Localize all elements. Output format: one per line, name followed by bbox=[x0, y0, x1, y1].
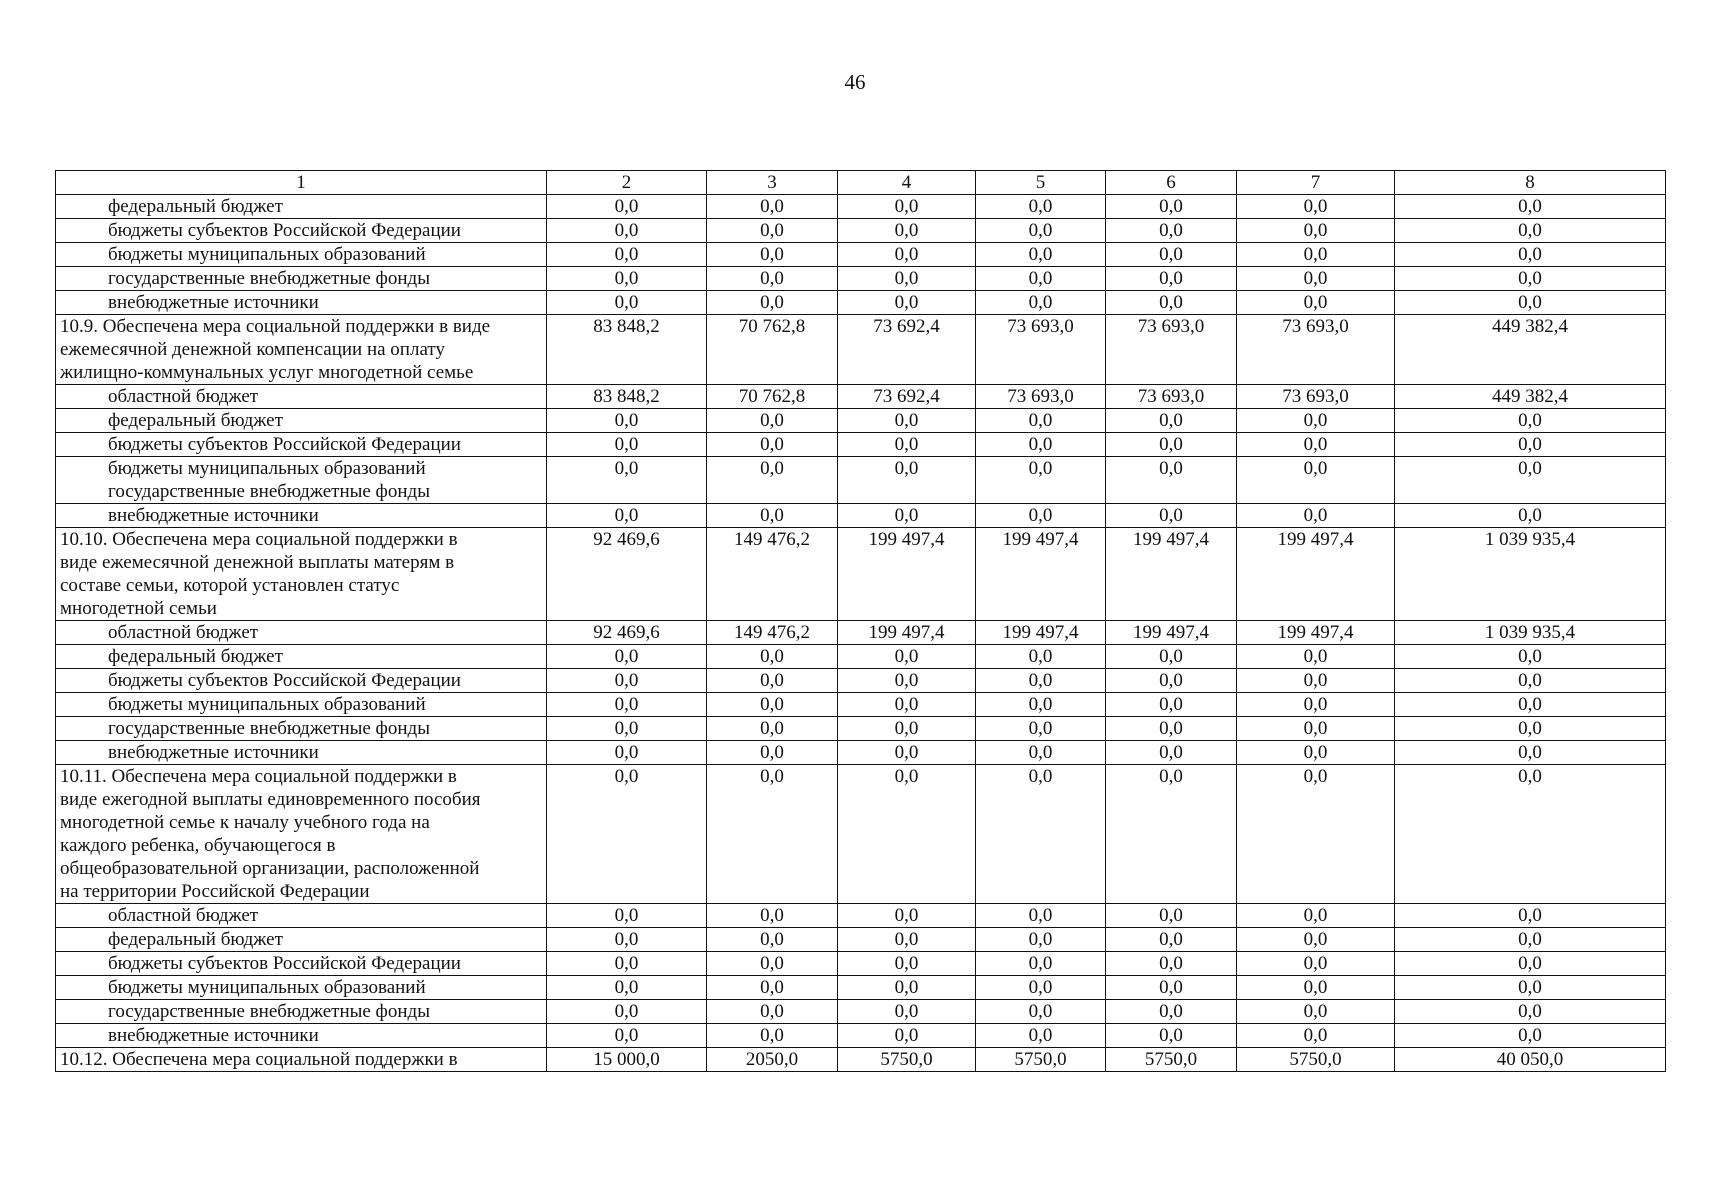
value-cell-col-7: 0,0 bbox=[1237, 669, 1395, 693]
value-cell-col-8: 0,0 bbox=[1395, 409, 1666, 433]
row-label bbox=[56, 291, 547, 315]
row-label-line: многодетной семьи bbox=[60, 598, 217, 619]
header-cell-1: 1 bbox=[56, 171, 547, 195]
value-cell-col-5: 0,0 bbox=[976, 219, 1106, 243]
value-cell-col-7: 0,0 bbox=[1237, 645, 1395, 669]
value-cell-col-6: 0,0 bbox=[1106, 952, 1237, 976]
value-cell-col-8: 0,0 bbox=[1395, 645, 1666, 669]
row-label-line: внебюджетные источники bbox=[108, 505, 319, 526]
row-label bbox=[56, 195, 547, 219]
value-cell-col-4: 73 692,4 bbox=[838, 385, 976, 409]
value-cell-col-3: 0,0 bbox=[707, 976, 838, 1000]
value-cell-col-2: 0,0 bbox=[547, 195, 707, 219]
table-row-measure bbox=[56, 528, 1666, 621]
value-cell-col-2: 0,0 bbox=[547, 267, 707, 291]
table-row-source bbox=[56, 385, 1666, 409]
header-cell-6: 6 bbox=[1106, 171, 1237, 195]
row-label bbox=[56, 621, 547, 645]
value-cell-col-4: 0,0 bbox=[838, 195, 976, 219]
value-cell-col-2: 0,0 bbox=[547, 243, 707, 267]
value-cell-col-3: 0,0 bbox=[707, 267, 838, 291]
value-cell-col-6: 0,0 bbox=[1106, 457, 1237, 504]
header-cell-7: 7 bbox=[1237, 171, 1395, 195]
value-cell-col-4: 0,0 bbox=[838, 669, 976, 693]
value-cell-col-5: 0,0 bbox=[976, 433, 1106, 457]
value-cell-col-2: 0,0 bbox=[547, 1024, 707, 1048]
row-label-line: бюджеты муниципальных образований bbox=[108, 977, 426, 998]
value-cell-col-3: 149 476,2 bbox=[707, 621, 838, 645]
value-cell-col-4: 0,0 bbox=[838, 928, 976, 952]
value-cell-col-2: 0,0 bbox=[547, 717, 707, 741]
value-cell-col-3: 0,0 bbox=[707, 717, 838, 741]
header-cell-5: 5 bbox=[976, 171, 1106, 195]
row-label-line: 10.9. Обеспечена мера социальной поддержки в виде bbox=[60, 316, 491, 337]
row-label bbox=[56, 219, 547, 243]
value-cell-col-5: 0,0 bbox=[976, 904, 1106, 928]
header-cell-2: 2 bbox=[547, 171, 707, 195]
row-label bbox=[56, 1048, 547, 1072]
value-cell-col-5: 0,0 bbox=[976, 976, 1106, 1000]
value-cell-col-7: 73 693,0 bbox=[1237, 385, 1395, 409]
value-cell-col-6: 0,0 bbox=[1106, 1000, 1237, 1024]
value-cell-col-5: 73 693,0 bbox=[976, 385, 1106, 409]
value-cell-col-4: 0,0 bbox=[838, 504, 976, 528]
row-label bbox=[56, 904, 547, 928]
row-label-line: виде ежемесячной денежной выплаты матерям в bbox=[60, 552, 455, 573]
value-cell-col-7: 73 693,0 bbox=[1237, 315, 1395, 385]
value-cell-col-7: 0,0 bbox=[1237, 504, 1395, 528]
row-label-line: бюджеты муниципальных образований bbox=[108, 694, 426, 715]
value-cell-col-2: 0,0 bbox=[547, 645, 707, 669]
value-cell-col-2: 0,0 bbox=[547, 433, 707, 457]
row-label-line: бюджеты муниципальных образований bbox=[108, 458, 426, 479]
row-label-line: государственные внебюджетные фонды bbox=[108, 1001, 430, 1022]
row-label-line: внебюджетные источники bbox=[108, 1025, 319, 1046]
value-cell-col-2: 92 469,6 bbox=[547, 621, 707, 645]
value-cell-col-7: 0,0 bbox=[1237, 1000, 1395, 1024]
value-cell-col-8: 40 050,0 bbox=[1395, 1048, 1666, 1072]
value-cell-col-8: 0,0 bbox=[1395, 952, 1666, 976]
table-row-source bbox=[56, 976, 1666, 1000]
value-cell-col-6: 0,0 bbox=[1106, 1024, 1237, 1048]
value-cell-col-7: 0,0 bbox=[1237, 1024, 1395, 1048]
value-cell-col-5: 0,0 bbox=[976, 504, 1106, 528]
row-label-line: федеральный бюджет bbox=[108, 410, 283, 431]
value-cell-col-8: 0,0 bbox=[1395, 291, 1666, 315]
value-cell-col-5: 199 497,4 bbox=[976, 528, 1106, 621]
row-label-line: 10.10. Обеспечена мера социальной поддержки в bbox=[60, 529, 458, 550]
value-cell-col-4: 5750,0 bbox=[838, 1048, 976, 1072]
table-row-source bbox=[56, 1024, 1666, 1048]
row-label bbox=[56, 267, 547, 291]
value-cell-col-7: 0,0 bbox=[1237, 433, 1395, 457]
value-cell-col-5: 0,0 bbox=[976, 267, 1106, 291]
row-label bbox=[56, 645, 547, 669]
value-cell-col-8: 0,0 bbox=[1395, 904, 1666, 928]
table-row-source bbox=[56, 952, 1666, 976]
value-cell-col-5: 0,0 bbox=[976, 669, 1106, 693]
value-cell-col-7: 0,0 bbox=[1237, 928, 1395, 952]
value-cell-col-7: 0,0 bbox=[1237, 457, 1395, 504]
value-cell-col-7: 0,0 bbox=[1237, 693, 1395, 717]
table-row-source bbox=[56, 195, 1666, 219]
value-cell-col-4: 0,0 bbox=[838, 1024, 976, 1048]
value-cell-col-7: 199 497,4 bbox=[1237, 621, 1395, 645]
row-label-line: составе семьи, которой установлен статус bbox=[60, 575, 400, 596]
value-cell-col-8: 1 039 935,4 bbox=[1395, 528, 1666, 621]
value-cell-col-5: 0,0 bbox=[976, 457, 1106, 504]
row-label-line: федеральный бюджет bbox=[108, 929, 283, 950]
value-cell-col-7: 5750,0 bbox=[1237, 1048, 1395, 1072]
value-cell-col-3: 0,0 bbox=[707, 243, 838, 267]
row-label bbox=[56, 243, 547, 267]
value-cell-col-6: 0,0 bbox=[1106, 645, 1237, 669]
value-cell-col-8: 0,0 bbox=[1395, 669, 1666, 693]
value-cell-col-6: 0,0 bbox=[1106, 267, 1237, 291]
value-cell-col-3: 0,0 bbox=[707, 928, 838, 952]
page-number: 46 bbox=[844, 70, 866, 94]
value-cell-col-6: 0,0 bbox=[1106, 433, 1237, 457]
row-label bbox=[56, 433, 547, 457]
value-cell-col-3: 0,0 bbox=[707, 291, 838, 315]
value-cell-col-6: 0,0 bbox=[1106, 291, 1237, 315]
value-cell-col-4: 0,0 bbox=[838, 741, 976, 765]
value-cell-col-8: 1 039 935,4 bbox=[1395, 621, 1666, 645]
row-label bbox=[56, 669, 547, 693]
value-cell-col-8: 449 382,4 bbox=[1395, 315, 1666, 385]
value-cell-col-5: 0,0 bbox=[976, 409, 1106, 433]
value-cell-col-3: 0,0 bbox=[707, 195, 838, 219]
table-row-source bbox=[56, 457, 1666, 504]
value-cell-col-2: 0,0 bbox=[547, 219, 707, 243]
value-cell-col-6: 0,0 bbox=[1106, 243, 1237, 267]
value-cell-col-4: 0,0 bbox=[838, 1000, 976, 1024]
table-row-source bbox=[56, 291, 1666, 315]
table-header bbox=[56, 171, 1666, 195]
row-label-line: государственные внебюджетные фонды bbox=[108, 268, 430, 289]
value-cell-col-8: 0,0 bbox=[1395, 243, 1666, 267]
value-cell-col-5: 0,0 bbox=[976, 243, 1106, 267]
table-row-source bbox=[56, 219, 1666, 243]
value-cell-col-4: 0,0 bbox=[838, 693, 976, 717]
value-cell-col-8: 0,0 bbox=[1395, 504, 1666, 528]
value-cell-col-4: 0,0 bbox=[838, 904, 976, 928]
value-cell-col-3: 149 476,2 bbox=[707, 528, 838, 621]
value-cell-col-4: 0,0 bbox=[838, 267, 976, 291]
table-row-source bbox=[56, 693, 1666, 717]
value-cell-col-8: 0,0 bbox=[1395, 765, 1666, 904]
value-cell-col-2: 0,0 bbox=[547, 669, 707, 693]
value-cell-col-6: 0,0 bbox=[1106, 409, 1237, 433]
value-cell-col-7: 199 497,4 bbox=[1237, 528, 1395, 621]
value-cell-col-6: 0,0 bbox=[1106, 504, 1237, 528]
value-cell-col-7: 0,0 bbox=[1237, 976, 1395, 1000]
value-cell-col-6: 199 497,4 bbox=[1106, 621, 1237, 645]
value-cell-col-4: 0,0 bbox=[838, 433, 976, 457]
row-label-line: виде ежегодной выплаты единовременного пособия bbox=[60, 789, 481, 810]
table-row-source bbox=[56, 621, 1666, 645]
table-row-measure bbox=[56, 1048, 1666, 1072]
value-cell-col-6: 0,0 bbox=[1106, 976, 1237, 1000]
row-label bbox=[56, 409, 547, 433]
value-cell-col-2: 0,0 bbox=[547, 765, 707, 904]
value-cell-col-3: 0,0 bbox=[707, 952, 838, 976]
row-label-line: государственные внебюджетные фонды bbox=[108, 718, 430, 739]
budget-table bbox=[55, 170, 1666, 1072]
value-cell-col-8: 0,0 bbox=[1395, 693, 1666, 717]
table-row-source bbox=[56, 504, 1666, 528]
value-cell-col-3: 0,0 bbox=[707, 904, 838, 928]
row-label bbox=[56, 741, 547, 765]
value-cell-col-4: 199 497,4 bbox=[838, 621, 976, 645]
value-cell-col-6: 0,0 bbox=[1106, 904, 1237, 928]
row-label bbox=[56, 693, 547, 717]
value-cell-col-2: 0,0 bbox=[547, 291, 707, 315]
value-cell-col-2: 0,0 bbox=[547, 1000, 707, 1024]
value-cell-col-7: 0,0 bbox=[1237, 765, 1395, 904]
value-cell-col-2: 0,0 bbox=[547, 457, 707, 504]
value-cell-col-7: 0,0 bbox=[1237, 717, 1395, 741]
value-cell-col-4: 0,0 bbox=[838, 717, 976, 741]
value-cell-col-2: 0,0 bbox=[547, 409, 707, 433]
table-row-source bbox=[56, 433, 1666, 457]
value-cell-col-8: 0,0 bbox=[1395, 976, 1666, 1000]
value-cell-col-5: 0,0 bbox=[976, 1024, 1106, 1048]
value-cell-col-2: 92 469,6 bbox=[547, 528, 707, 621]
table-row-source bbox=[56, 267, 1666, 291]
value-cell-col-8: 0,0 bbox=[1395, 717, 1666, 741]
value-cell-col-7: 0,0 bbox=[1237, 243, 1395, 267]
value-cell-col-5: 0,0 bbox=[976, 717, 1106, 741]
value-cell-col-8: 0,0 bbox=[1395, 928, 1666, 952]
row-label bbox=[56, 717, 547, 741]
value-cell-col-5: 0,0 bbox=[976, 952, 1106, 976]
header-cell-3: 3 bbox=[707, 171, 838, 195]
value-cell-col-4: 0,0 bbox=[838, 645, 976, 669]
table-row-source bbox=[56, 1000, 1666, 1024]
row-label bbox=[56, 504, 547, 528]
header-row bbox=[56, 171, 1666, 195]
table-row-measure bbox=[56, 765, 1666, 904]
value-cell-col-7: 0,0 bbox=[1237, 219, 1395, 243]
row-label bbox=[56, 952, 547, 976]
value-cell-col-2: 0,0 bbox=[547, 741, 707, 765]
value-cell-col-8: 0,0 bbox=[1395, 433, 1666, 457]
value-cell-col-8: 0,0 bbox=[1395, 1024, 1666, 1048]
value-cell-col-4: 0,0 bbox=[838, 765, 976, 904]
value-cell-col-4: 0,0 bbox=[838, 291, 976, 315]
value-cell-col-7: 0,0 bbox=[1237, 195, 1395, 219]
row-label bbox=[56, 765, 547, 904]
table-row-source bbox=[56, 717, 1666, 741]
row-label bbox=[56, 457, 547, 504]
value-cell-col-2: 0,0 bbox=[547, 504, 707, 528]
value-cell-col-5: 0,0 bbox=[976, 928, 1106, 952]
value-cell-col-6: 0,0 bbox=[1106, 765, 1237, 904]
value-cell-col-2: 0,0 bbox=[547, 928, 707, 952]
value-cell-col-5: 5750,0 bbox=[976, 1048, 1106, 1072]
value-cell-col-6: 0,0 bbox=[1106, 219, 1237, 243]
table-row-source bbox=[56, 669, 1666, 693]
value-cell-col-5: 0,0 bbox=[976, 693, 1106, 717]
value-cell-col-3: 0,0 bbox=[707, 741, 838, 765]
value-cell-col-7: 0,0 bbox=[1237, 741, 1395, 765]
value-cell-col-2: 0,0 bbox=[547, 952, 707, 976]
value-cell-col-7: 0,0 bbox=[1237, 267, 1395, 291]
value-cell-col-3: 0,0 bbox=[707, 504, 838, 528]
value-cell-col-5: 0,0 bbox=[976, 765, 1106, 904]
table-row-source bbox=[56, 741, 1666, 765]
value-cell-col-3: 2050,0 bbox=[707, 1048, 838, 1072]
value-cell-col-6: 0,0 bbox=[1106, 717, 1237, 741]
row-label-line: бюджеты субъектов Российской Федерации bbox=[108, 670, 461, 691]
value-cell-col-5: 0,0 bbox=[976, 645, 1106, 669]
value-cell-col-6: 0,0 bbox=[1106, 669, 1237, 693]
value-cell-col-5: 0,0 bbox=[976, 195, 1106, 219]
table-row-measure bbox=[56, 315, 1666, 385]
value-cell-col-5: 0,0 bbox=[976, 741, 1106, 765]
value-cell-col-7: 0,0 bbox=[1237, 952, 1395, 976]
header-cell-8: 8 bbox=[1395, 171, 1666, 195]
value-cell-col-6: 0,0 bbox=[1106, 195, 1237, 219]
header-cell-4: 4 bbox=[838, 171, 976, 195]
value-cell-col-6: 0,0 bbox=[1106, 741, 1237, 765]
value-cell-col-3: 0,0 bbox=[707, 693, 838, 717]
row-label bbox=[56, 315, 547, 385]
row-label-line: внебюджетные источники bbox=[108, 292, 319, 313]
value-cell-col-2: 0,0 bbox=[547, 904, 707, 928]
row-label-line: федеральный бюджет bbox=[108, 646, 283, 667]
value-cell-col-2: 15 000,0 bbox=[547, 1048, 707, 1072]
value-cell-col-8: 0,0 bbox=[1395, 457, 1666, 504]
value-cell-col-4: 199 497,4 bbox=[838, 528, 976, 621]
row-label-line: бюджеты субъектов Российской Федерации bbox=[108, 220, 461, 241]
value-cell-col-3: 0,0 bbox=[707, 1024, 838, 1048]
value-cell-col-4: 0,0 bbox=[838, 457, 976, 504]
row-label-line: бюджеты муниципальных образований bbox=[108, 244, 426, 265]
value-cell-col-8: 449 382,4 bbox=[1395, 385, 1666, 409]
table-row-source bbox=[56, 243, 1666, 267]
value-cell-col-6: 73 693,0 bbox=[1106, 315, 1237, 385]
row-label-line: 10.11. Обеспечена мера социальной поддержки в bbox=[60, 766, 457, 787]
value-cell-col-4: 0,0 bbox=[838, 219, 976, 243]
value-cell-col-4: 0,0 bbox=[838, 976, 976, 1000]
value-cell-col-8: 0,0 bbox=[1395, 195, 1666, 219]
value-cell-col-3: 0,0 bbox=[707, 409, 838, 433]
value-cell-col-3: 70 762,8 bbox=[707, 315, 838, 385]
row-label-line: 10.12. Обеспечена мера социальной поддержки в bbox=[60, 1049, 458, 1070]
value-cell-col-3: 0,0 bbox=[707, 765, 838, 904]
value-cell-col-2: 0,0 bbox=[547, 976, 707, 1000]
value-cell-col-8: 0,0 bbox=[1395, 267, 1666, 291]
value-cell-col-4: 0,0 bbox=[838, 409, 976, 433]
value-cell-col-8: 0,0 bbox=[1395, 741, 1666, 765]
table-row-source bbox=[56, 409, 1666, 433]
value-cell-col-3: 0,0 bbox=[707, 645, 838, 669]
value-cell-col-5: 0,0 bbox=[976, 291, 1106, 315]
row-label-line: жилищно-коммунальных услуг многодетной семье bbox=[60, 362, 474, 383]
value-cell-col-6: 73 693,0 bbox=[1106, 385, 1237, 409]
value-cell-col-6: 199 497,4 bbox=[1106, 528, 1237, 621]
table-row-source bbox=[56, 904, 1666, 928]
table-body bbox=[56, 195, 1666, 1072]
row-label bbox=[56, 1024, 547, 1048]
row-label-line: ежемесячной денежной компенсации на оплату bbox=[60, 339, 445, 360]
value-cell-col-4: 0,0 bbox=[838, 243, 976, 267]
value-cell-col-3: 0,0 bbox=[707, 669, 838, 693]
value-cell-col-6: 0,0 bbox=[1106, 693, 1237, 717]
row-label-line: бюджеты субъектов Российской Федерации bbox=[108, 434, 461, 455]
row-label bbox=[56, 976, 547, 1000]
value-cell-col-8: 0,0 bbox=[1395, 1000, 1666, 1024]
row-label-line: государственные внебюджетные фонды bbox=[108, 481, 430, 502]
value-cell-col-3: 70 762,8 bbox=[707, 385, 838, 409]
table-row-source bbox=[56, 928, 1666, 952]
value-cell-col-7: 0,0 bbox=[1237, 291, 1395, 315]
table-row-source bbox=[56, 645, 1666, 669]
value-cell-col-2: 83 848,2 bbox=[547, 315, 707, 385]
row-label bbox=[56, 528, 547, 621]
value-cell-col-6: 5750,0 bbox=[1106, 1048, 1237, 1072]
row-label-line: федеральный бюджет bbox=[108, 196, 283, 217]
row-label-line: общеобразовательной организации, расположенной bbox=[60, 858, 480, 879]
value-cell-col-3: 0,0 bbox=[707, 1000, 838, 1024]
value-cell-col-2: 0,0 bbox=[547, 693, 707, 717]
row-label-line: областной бюджет bbox=[108, 905, 259, 926]
row-label-line: областной бюджет bbox=[108, 386, 259, 407]
value-cell-col-5: 73 693,0 bbox=[976, 315, 1106, 385]
value-cell-col-7: 0,0 bbox=[1237, 409, 1395, 433]
value-cell-col-8: 0,0 bbox=[1395, 219, 1666, 243]
value-cell-col-5: 199 497,4 bbox=[976, 621, 1106, 645]
value-cell-col-4: 73 692,4 bbox=[838, 315, 976, 385]
value-cell-col-2: 83 848,2 bbox=[547, 385, 707, 409]
value-cell-col-7: 0,0 bbox=[1237, 904, 1395, 928]
value-cell-col-4: 0,0 bbox=[838, 952, 976, 976]
value-cell-col-3: 0,0 bbox=[707, 457, 838, 504]
row-label-line: внебюджетные источники bbox=[108, 742, 319, 763]
row-label bbox=[56, 1000, 547, 1024]
row-label-line: многодетной семье к началу учебного года на bbox=[60, 812, 430, 833]
value-cell-col-3: 0,0 bbox=[707, 433, 838, 457]
value-cell-col-5: 0,0 bbox=[976, 1000, 1106, 1024]
value-cell-col-3: 0,0 bbox=[707, 219, 838, 243]
value-cell-col-6: 0,0 bbox=[1106, 928, 1237, 952]
row-label-line: каждого ребенка, обучающегося в bbox=[60, 835, 336, 856]
row-label-line: областной бюджет bbox=[108, 622, 259, 643]
row-label-line: бюджеты субъектов Российской Федерации bbox=[108, 953, 461, 974]
row-label-line: на территории Российской Федерации bbox=[60, 881, 370, 902]
row-label bbox=[56, 928, 547, 952]
row-label bbox=[56, 385, 547, 409]
